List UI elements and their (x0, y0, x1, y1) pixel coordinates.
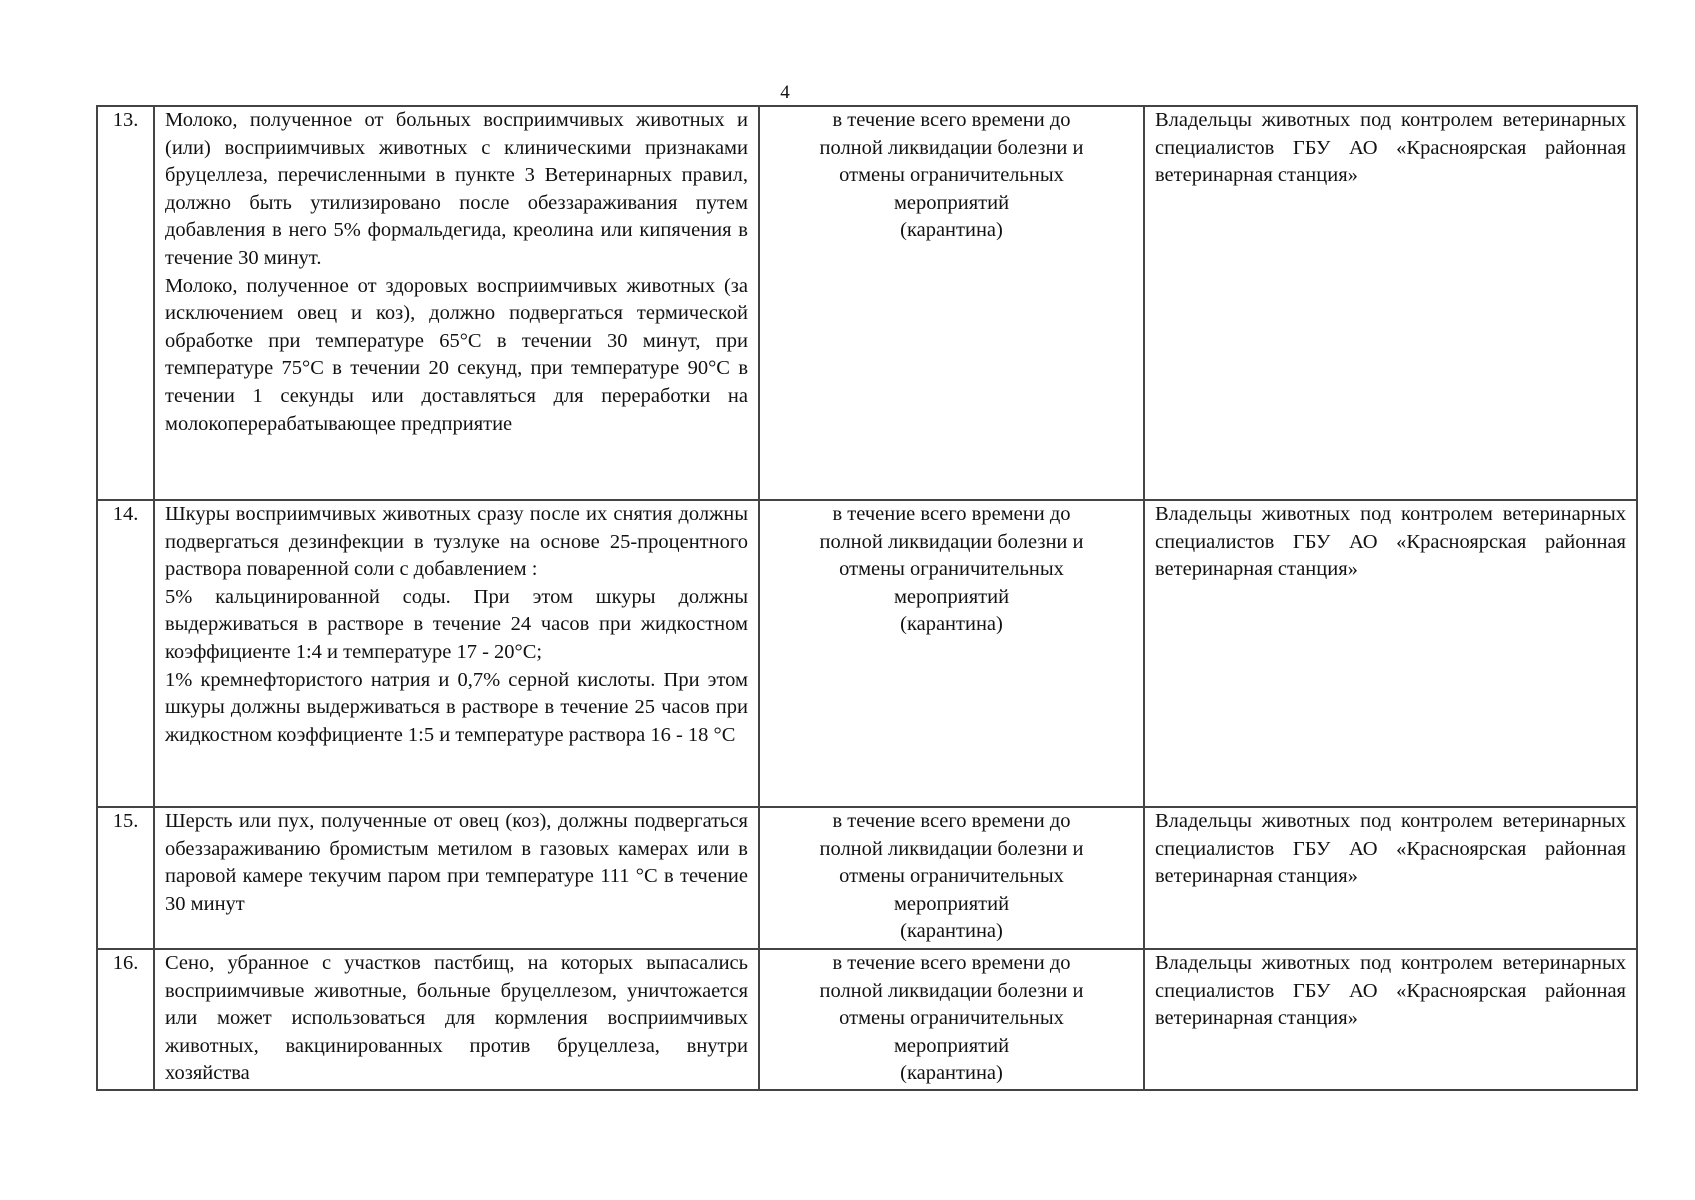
measure-term (759, 949, 1144, 1090)
row-number: 14. (97, 500, 154, 807)
measure-term (759, 807, 1144, 949)
measure-description (154, 807, 759, 949)
row-number: 13. (97, 106, 154, 500)
measure-term (759, 106, 1144, 500)
measure-description (154, 949, 759, 1090)
measure-responsible: Владельцы животных под контролем ветеринарных специалистов ГБУ АО «Красноярская районная ветеринарная станция» (1144, 106, 1637, 500)
term-line: (карантина) (900, 1062, 1003, 1085)
term-line: мероприятий (893, 892, 1010, 915)
term-line: отмены ограничительных (839, 558, 1064, 581)
description-paragraph: Шерсть или пух, полученные от овец (коз), должны подвергаться обеззараживанию бромистым метилом в газовых камерах или в паровой камере текучим паром при температуре 111 °С в течение 30 минут (165, 810, 748, 915)
measure-responsible: Владельцы животных под контролем ветеринарных специалистов ГБУ АО «Красноярская районная ветеринарная станция» (1144, 807, 1637, 949)
measure-description (154, 500, 759, 807)
term-line: отмены ограничительных (839, 164, 1064, 187)
term-line: (карантина) (900, 613, 1003, 636)
term-line: полной ликвидации болезни и (819, 979, 1084, 1002)
measure-term (759, 500, 1144, 807)
term-line: (карантина) (900, 219, 1003, 242)
measure-responsible: Владельцы животных под контролем ветеринарных специалистов ГБУ АО «Красноярская районная ветеринарная станция» (1144, 500, 1637, 807)
term-line: в течение всего времени до (832, 109, 1071, 131)
term-line: в течение всего времени до (832, 952, 1071, 974)
row-number: 15. (97, 807, 154, 949)
table-row (97, 949, 1637, 1090)
description-paragraph: Сено, убранное с участков пастбищ, на которых выпасались восприимчивые животные, больные бруцеллезом, уничтожается или может использоваться для кормления восприимчивых животных, вакцинированных против бруцеллеза, внутри хозяйства (165, 952, 748, 1085)
description-paragraph: 5% кальцинированной соды. При этом шкуры должны выдерживаться в растворе в течение 24 часов при жидкостном коэффициенте 1:4 и температуре 17 - 20°С; (165, 585, 748, 663)
table-row (97, 807, 1637, 949)
term-line: (карантина) (900, 920, 1003, 943)
term-line: мероприятий (893, 1034, 1010, 1057)
term-line: в течение всего времени до (832, 810, 1071, 832)
term-line: в течение всего времени до (832, 503, 1071, 525)
row-number: 16. (97, 949, 154, 1090)
description-paragraph: Молоко, полученное от больных восприимчивых животных и (или) восприимчивых животных с клиническими признаками бруцеллеза, перечисленными в пункте 3 Ветеринарных правил, должно быть утилизировано после обеззараживания путем добавления в него 5% формальдегида, креолина или кипячения в течение 30 минут. (165, 109, 748, 269)
term-line: мероприятий (893, 585, 1010, 608)
term-line: отмены ограничительных (839, 865, 1064, 888)
measure-responsible: Владельцы животных под контролем ветеринарных специалистов ГБУ АО «Красноярская районная ветеринарная станция» (1144, 949, 1637, 1090)
description-paragraph: Молоко, полученное от здоровых восприимчивых животных (за исключением овец и коз), должно подвергаться термической обработке при температуре 65°С в течении 30 минут, при температуре 75°С в течении 20 секунд, при температуре 90°С в течении 1 секунды или доставляться для переработки на молокоперерабатывающее предприятие (165, 274, 748, 435)
term-line: полной ликвидации болезни и (819, 530, 1084, 553)
term-line: полной ликвидации болезни и (819, 837, 1084, 860)
term-line: мероприятий (893, 191, 1010, 214)
description-paragraph: 1% кремнефтористого натрия и 0,7% серной кислоты. При этом шкуры должны выдерживаться в растворе в течение 25 часов при жидкостном коэффициенте 1:5 и температуре раствора 16 - 18 °С (165, 668, 748, 746)
term-line: полной ликвидации болезни и (819, 136, 1084, 159)
measures-table (96, 105, 1638, 1091)
term-line: отмены ограничительных (839, 1007, 1064, 1030)
table-row (97, 106, 1637, 500)
table-row (97, 500, 1637, 807)
page-number: 4 (780, 82, 790, 103)
description-paragraph: Шкуры восприимчивых животных сразу после их снятия должны подвергаться дезинфекции в тузлуке на основе 25-процентного раствора поваренной соли с добавлением : (165, 503, 748, 581)
measure-description (154, 106, 759, 500)
